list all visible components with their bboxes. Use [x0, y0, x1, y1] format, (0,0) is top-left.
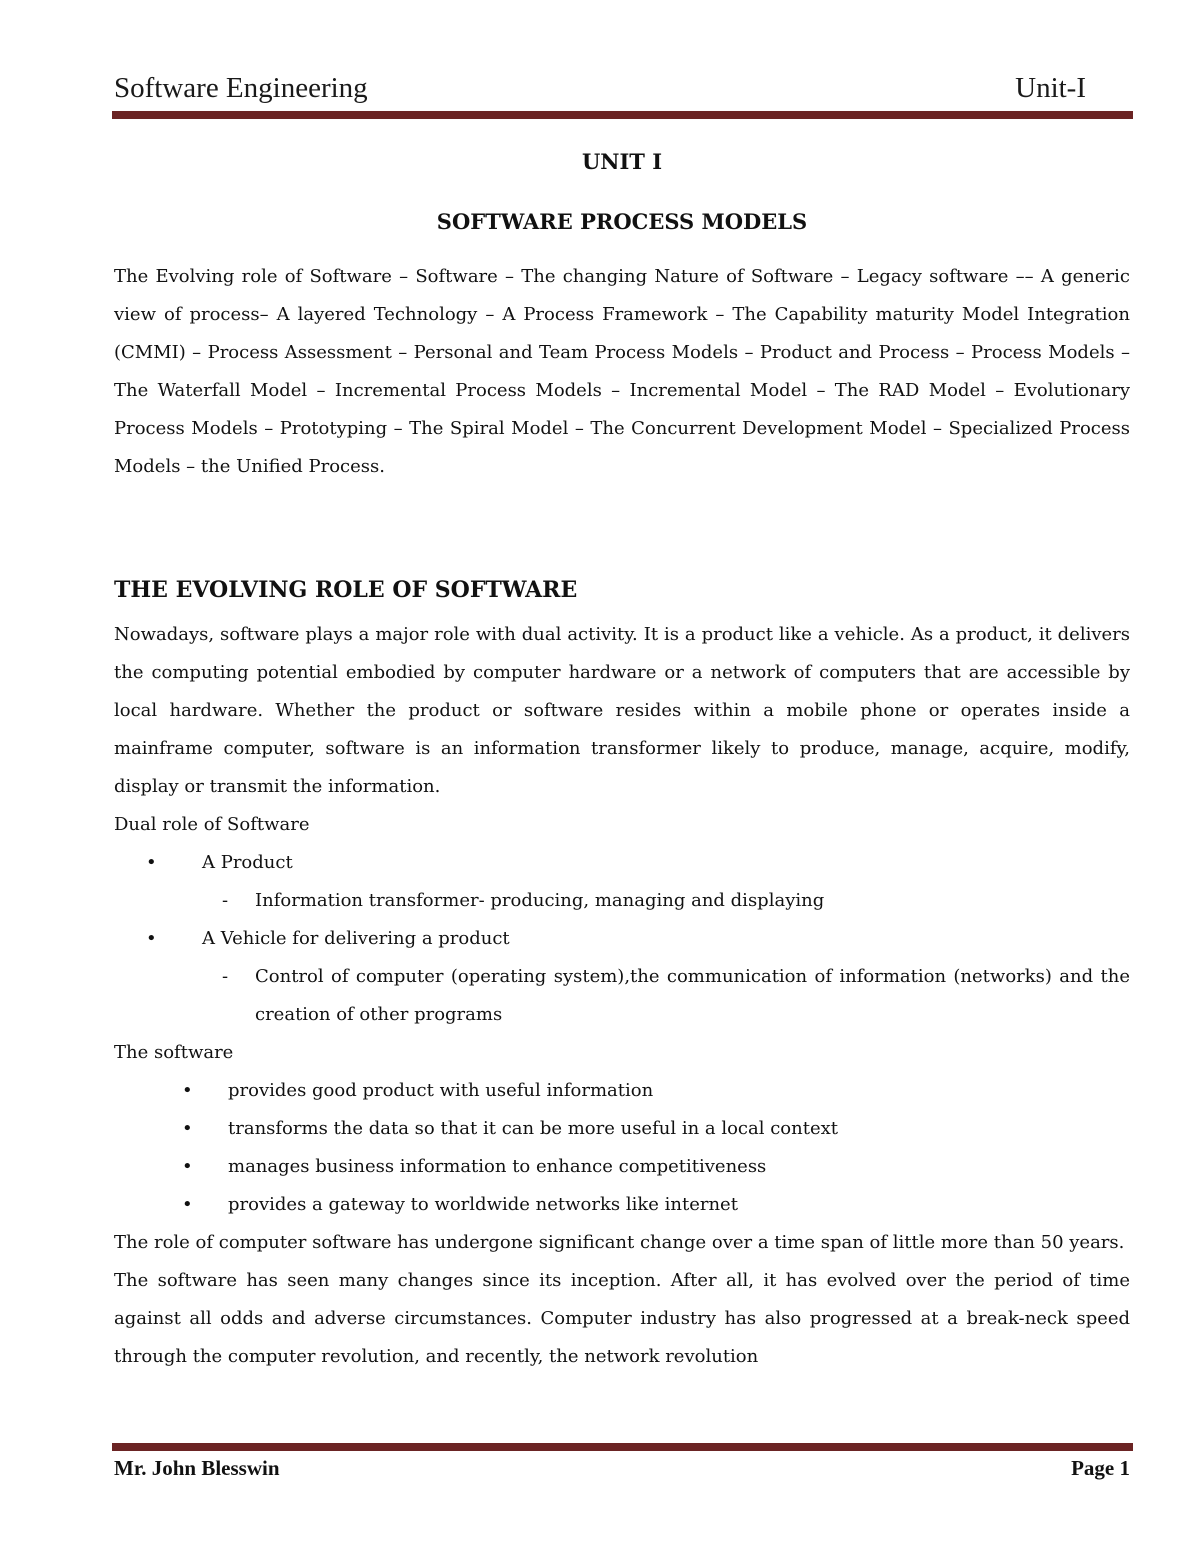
software-item: transforms the data so that it can be more useful in a local context — [228, 1118, 839, 1139]
header-unit-label: Unit-I — [1015, 72, 1086, 104]
dual-item-label: A Product — [202, 852, 293, 873]
dual-item-sub: Control of computer (operating system),the communication of information (networks) and the creation of other programs — [255, 966, 1130, 1025]
page-header — [114, 70, 1130, 112]
main-title: SOFTWARE PROCESS MODELS — [436, 209, 808, 234]
dash-icon: - — [222, 890, 229, 911]
dual-role-label: Dual role of Software — [114, 814, 310, 835]
footer-author: Mr. John Blesswin — [114, 1456, 280, 1480]
list-item — [114, 844, 1130, 882]
software-label: The software — [114, 1042, 234, 1063]
page-content — [114, 142, 1130, 1376]
syllabus-paragraph: The Evolving role of Software – Software – The changing Nature of Software – Legacy software –– A generic view of process– A layered Technology – A Process Framework – The Capability maturity Model Integration (CMMI) – Process Assessment – Personal and Team Process Models – Product and Process – Process Models – The Waterfall Model – Incremental Process Models – Incremental Model – The RAD Model – Evolutionary Process Models – Prototyping – The Spiral Model – The Concurrent Development Model – Specialized Process Models – the Unified Process. — [114, 266, 1130, 477]
list-subitem — [114, 882, 1130, 920]
list-item — [114, 1148, 1130, 1186]
header-course-title: Software Engineering — [114, 72, 368, 104]
unit-title: UNIT I — [581, 149, 663, 174]
header-rule — [112, 111, 1133, 119]
evolution-paragraph: The software has seen many changes since its inception. After all, it has evolved over the period of time against all odds and adverse circumstances. Computer industry has also progressed at a break-neck speed through the computer revolution, and recently, the network revolution — [114, 1270, 1130, 1367]
list-item — [114, 1110, 1130, 1148]
list-subitem — [114, 958, 1130, 1034]
intro-paragraph: Nowadays, software plays a major role with dual activity. It is a product like a vehicle. As a product, it delivers the computing potential embodied by computer hardware or a network of computers that are accessible by local hardware. Whether the product or software resides within a mobile phone or operates inside a mainframe computer, software is an information transformer likely to produce, manage, acquire, modify, display or transmit the information. — [114, 624, 1130, 797]
dual-item-sub: Information transformer- producing, managing and displaying — [255, 890, 825, 911]
software-item: provides a gateway to worldwide networks like internet — [228, 1194, 738, 1215]
bullet-dot-icon: • — [182, 1194, 193, 1215]
footer-page-number: Page 1 — [1071, 1456, 1130, 1480]
bullet-dot-icon: • — [182, 1156, 193, 1177]
bullet-dot-icon: • — [182, 1080, 193, 1101]
dual-item-label: A Vehicle for delivering a product — [202, 928, 510, 949]
role-change-paragraph: The role of computer software has undergone significant change over a time span of little more than 50 years. — [114, 1232, 1125, 1253]
section-heading: THE EVOLVING ROLE OF SOFTWARE — [114, 577, 578, 603]
footer-rule — [112, 1443, 1133, 1451]
list-item — [114, 1186, 1130, 1224]
bullet-dot-icon: • — [146, 852, 157, 873]
software-item: provides good product with useful information — [228, 1080, 654, 1101]
bullet-dot-icon: • — [146, 928, 157, 949]
list-item — [114, 920, 1130, 958]
list-item — [114, 1072, 1130, 1110]
page-footer — [114, 1456, 1130, 1486]
software-item: manages business information to enhance competitiveness — [228, 1156, 767, 1177]
dash-icon: - — [222, 966, 229, 987]
bullet-dot-icon: • — [182, 1118, 193, 1139]
